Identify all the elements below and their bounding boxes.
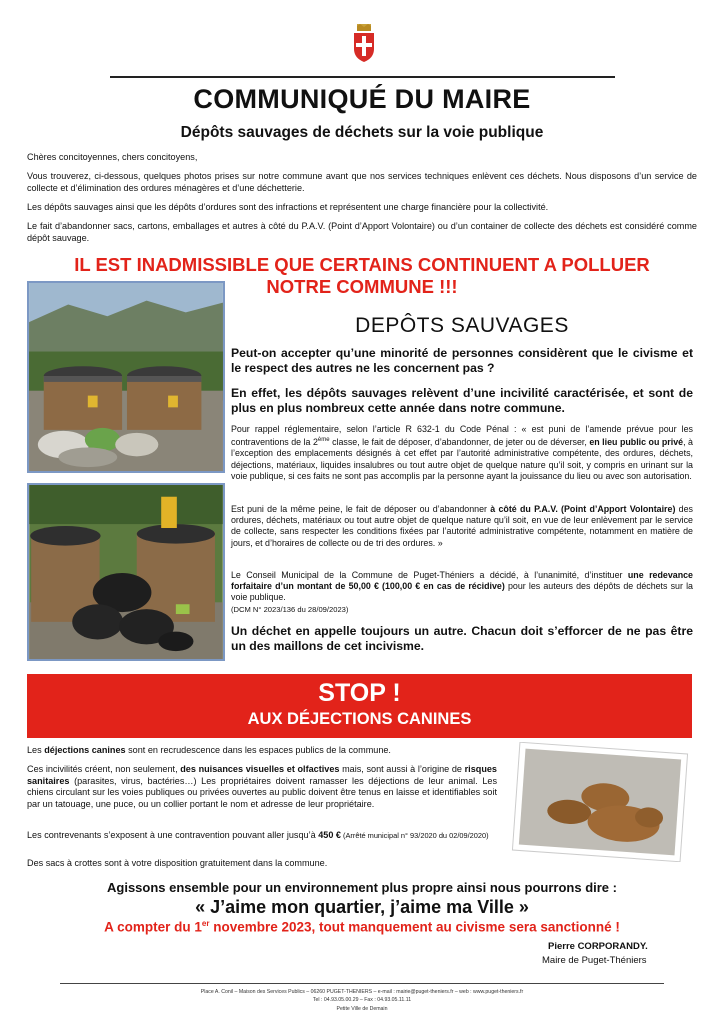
stop-line-2: AUX DÉJECTIONS CANINES	[247, 710, 472, 728]
alert-line-2: NOTRE COMMUNE !!!	[266, 276, 458, 297]
footer-line-3: Petite Ville de Demain	[336, 1006, 388, 1012]
signer-role: Maire de Puget-Théniers	[542, 955, 647, 966]
stop-line-1: STOP !	[318, 679, 401, 707]
depots-question-2: En effet, les dépôts sauvages relèvent d’une incivilité caractérisée, et sont de plus en plus nombreux cette année dans notre commune.	[231, 386, 693, 415]
law-paragraph-1: Pour rappel réglementaire, selon l’article R 632-1 du Code Pénal : « est puni de l’amende prévue pour les contraventions de la 2ème classe, le fait de déposer, d’abandonner, de jeter ou de déverser, en lieu public ou privé, à l’exception des emplacements désignés à cet effet par l’autorité administrative compétente, des ordures, déchets, déjections, matériaux, liquides insalubres ou tout autre objet de quelque nature qu’il soit, y compris en urinant sur la voie publique, si ces faits ne sont pas accomplis par la personne ayant la jouissance du lieu ou avec son autorisation.	[231, 424, 693, 481]
canines-paragraph-4: Des sacs à crottes sont à votre disposition gratuitement dans la commune.	[27, 858, 328, 868]
stop-banner	[27, 674, 692, 738]
depots-question-1: Peut-on accepter qu’une minorité de personnes considèrent que le civisme et le respect des autres ne les concernent pas ?	[231, 346, 693, 375]
canines-paragraph-2: Ces incivilités créent, non seulement, des nuisances visuelles et olfactives mais, sont aussi à l’origine de risques sanitaires (parasites, virus, bactéries…) Les propriétaires doivent ramasser les déjections de leur animal. Les chiens circulant sur les voies publiques ou privées ouvertes au public doivent être tenus en laisse et identifiables soit par un tatouage, une puce, ou un collier portant le nom et adresse de leur propriétaire.	[27, 764, 497, 809]
photo-dog-mess	[510, 742, 690, 862]
intro-paragraph-1: Vous trouverez, ci-dessous, quelques photos prises sur notre commune avant que nos services techniques enlèvent ces déchets. Nous disposons d’un service de collecte et d’élimination des ordures ménagères et d’une déchetterie.	[27, 171, 697, 193]
footer-rule	[60, 983, 664, 984]
intro-paragraph-2: Les dépôts sauvages ainsi que les dépôts d’ordures sont des infractions et représentent une charge financière pour la collectivité.	[27, 202, 549, 212]
alert-line-1: IL EST INADMISSIBLE QUE CERTAINS CONTINUENT A POLLUER	[74, 254, 650, 275]
depots-closing: Un déchet en appelle toujours un autre. Chacun doit s’efforcer de ne pas être un des maillons de cet incivisme.	[231, 624, 693, 653]
law-paragraph-3: Le Conseil Municipal de la Commune de Puget-Théniers a décidé, à l’unanimité, d’instituer une redevance forfaitaire d’un montant de 50,00 € (100,00 € en cas de récidive) pour les auteurs des dépôts de déchets sur la voie publique. (DCM N° 2023/136 du 28/09/2023)	[231, 570, 693, 614]
closing-line-1: Agissons ensemble pour un environnement plus propre ainsi nous pourrons dire :	[107, 880, 617, 895]
page-title: COMMUNIQUÉ DU MAIRE	[193, 84, 531, 114]
photo-waste-dump-1	[27, 281, 225, 473]
intro-paragraph-3: Le fait d’abandonner sacs, cartons, emballages et autres à côté du P.A.V. (Point d’Apport Volontaire) ou d’un container de collecte des déchets est considéré comme dépôt sauvage.	[27, 221, 697, 243]
footer-line-1: Place A. Conil – Maison des Services Publics – 06260 PUGET-THENIERS – e-mail : mairie@puget-theniers.fr – web : www.puget-theniers.fr	[200, 989, 524, 995]
greeting: Chères concitoyennes, chers concitoyens,	[27, 152, 198, 162]
coat-of-arms-icon	[353, 24, 375, 62]
dcm-reference: (DCM N° 2023/136 du 28/09/2023)	[231, 604, 349, 614]
canines-paragraph-3: Les contrevenants s’exposent à une contravention pouvant aller jusqu’à 450 € (Arrêté municipal n° 93/2020 du 02/09/2020)	[27, 830, 489, 840]
page-subtitle: Dépôts sauvages de déchets sur la voie publique	[180, 124, 544, 141]
canines-paragraph-1: Les déjections canines sont en recrudescence dans les espaces publics de la commune.	[27, 745, 391, 755]
closing-warning: A compter du 1er novembre 2023, tout manquement au civisme sera sanctionné !	[104, 919, 620, 935]
depots-title: DEPÔTS SAUVAGES	[355, 314, 569, 337]
signer-name: Pierre CORPORANDY.	[548, 941, 648, 952]
header-rule	[110, 76, 615, 78]
footer-line-2: Tel : 04.93.05.00.29 – Fax : 04.93.05.11.11	[312, 997, 412, 1003]
closing-slogan: « J’aime mon quartier, j’aime ma Ville »	[195, 897, 529, 917]
photo-waste-dump-2	[27, 483, 225, 661]
law-paragraph-2: Est puni de la même peine, le fait de déposer ou d’abandonner à côté du P.A.V. (Point d’Apport Volontaire) des ordures, déchets, matériaux ou tout autre objet de quelque nature qu’il soit, en vue de leur enlèvement par le service de collecte, sans respecter les conditions fixées par l’autorité administrative compétente, notamment en matière de jours, et d’horaires de collecte ou de tri des ordures. »	[231, 504, 693, 548]
